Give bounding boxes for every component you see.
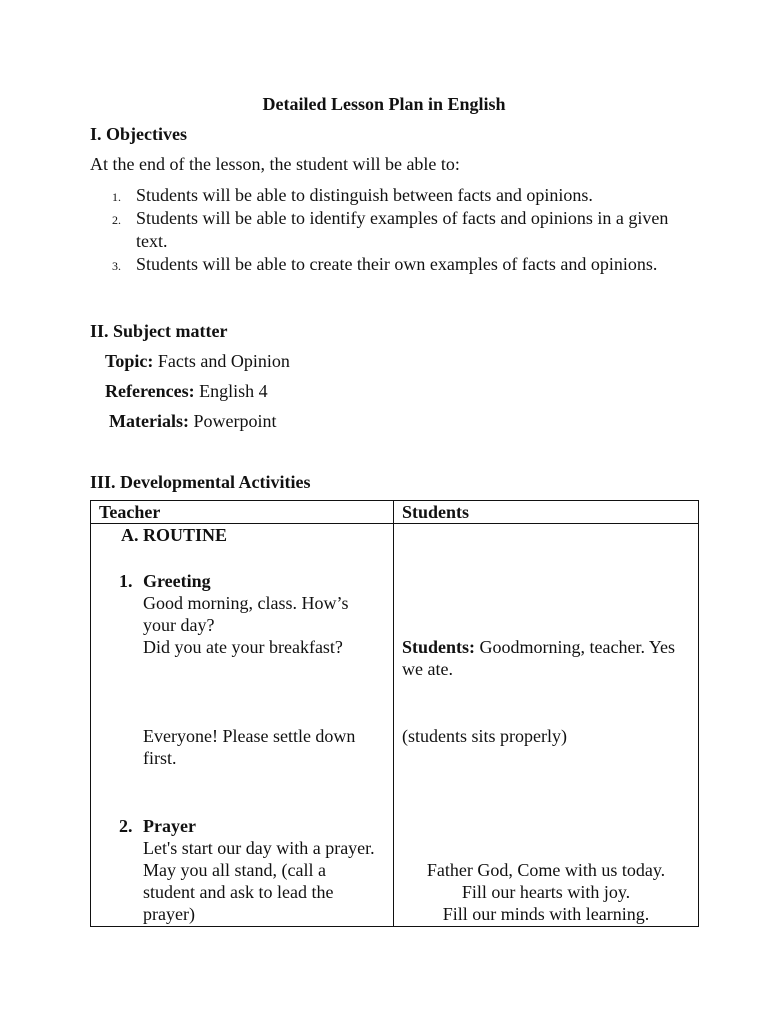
students-label: Students:	[402, 637, 476, 657]
prayer-number: 2.	[119, 816, 133, 836]
list-text: Students will be able to distinguish between facts and opinions.	[136, 185, 593, 205]
list-number: 3.	[112, 259, 121, 273]
list-number: 1.	[112, 190, 121, 204]
list-item	[90, 184, 670, 207]
topic-value: Facts and Opinion	[157, 351, 290, 371]
objectives-heading: I. Objectives	[90, 124, 187, 144]
activities-table	[90, 500, 699, 927]
topic-label: Topic:	[105, 351, 154, 371]
list-item	[90, 207, 670, 253]
greeting-line: your day?	[143, 615, 215, 635]
students-cell	[394, 524, 699, 927]
references-line	[105, 380, 268, 403]
teacher-cell	[91, 524, 394, 927]
prayer-text-line: Father God, Come with us today.	[426, 860, 666, 880]
list-number: 2.	[112, 213, 121, 227]
settle-line: first.	[143, 748, 177, 768]
materials-label: Materials:	[109, 411, 189, 431]
greeting-number: 1.	[119, 571, 133, 591]
greeting-line: Did you ate your breakfast?	[143, 637, 343, 657]
greeting-title: Greeting	[143, 571, 211, 591]
prayer-line: Let's start our day with a prayer.	[143, 838, 375, 858]
settle-line: Everyone! Please settle down	[143, 726, 356, 746]
topic-line	[105, 350, 290, 373]
student-response	[402, 636, 675, 659]
materials-value: Powerpoint	[193, 411, 277, 431]
table-header-row	[91, 501, 699, 524]
list-item	[90, 253, 670, 276]
table-row	[91, 524, 699, 927]
greeting-line: Good morning, class. How’s	[143, 593, 349, 613]
prayer-text-line: Fill our hearts with joy.	[461, 882, 631, 902]
student-action: (students sits properly)	[402, 726, 567, 746]
prayer-line: student and ask to lead the	[143, 882, 334, 902]
list-text: Students will be able to identify examples of facts and opinions in a given text.	[136, 208, 669, 251]
prayer-line: May you all stand, (call a	[143, 860, 326, 880]
student-response-text: Goodmorning, teacher. Yes	[479, 637, 676, 657]
activities-heading: III. Developmental Activities	[90, 472, 311, 492]
prayer-line: prayer)	[143, 904, 195, 924]
objectives-list	[90, 184, 670, 276]
objectives-intro: At the end of the lesson, the student will be able to:	[90, 154, 460, 174]
routine-heading: A. ROUTINE	[121, 525, 228, 545]
references-label: References:	[105, 381, 195, 401]
subject-matter-heading: II. Subject matter	[90, 321, 228, 341]
student-response-text: we ate.	[402, 659, 453, 679]
column-header-teacher: Teacher	[91, 501, 394, 524]
list-text: Students will be able to create their own examples of facts and opinions.	[136, 254, 658, 274]
references-value: English 4	[199, 381, 268, 401]
page-title: Detailed Lesson Plan in English	[262, 94, 506, 114]
column-header-students: Students	[394, 501, 699, 524]
prayer-text-line: Fill our minds with learning.	[442, 904, 650, 924]
prayer-title: Prayer	[143, 816, 196, 836]
materials-line	[109, 410, 276, 433]
